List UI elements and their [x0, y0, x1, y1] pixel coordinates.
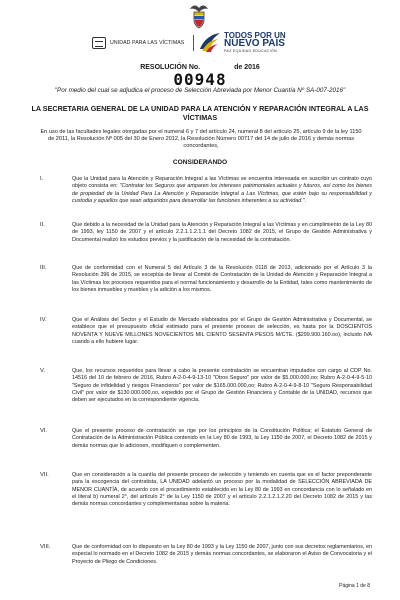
resolution-year: de 2016 [234, 64, 260, 71]
paragraph-number: IV. [40, 317, 47, 323]
paragraph-number: I. [40, 176, 44, 182]
paragraph-number: VI. [40, 428, 48, 434]
paragraph-number: VII. [40, 472, 49, 478]
paragraph-number: II. [40, 222, 45, 228]
todos-por-un-nuevo-pais-logo [198, 30, 318, 54]
page-number: Página 1 de 8 [339, 583, 370, 589]
paragraph-text-italic: "Contratar los Seguros que amparen los intereses patrimoniales actuales y futuros, así como los bienes de propiedad de la Unidad Para La Atención y Reparación Integral a Las Víctimas, que estén bajo su responsabilidad y custodia y aquellos que sean adquiridos para desarrollar las funciones inherentes a su actividad." [72, 183, 372, 204]
paragraph-text: Que el presente proceso de contratación se rige por los principios de la Constitución Política; el Estatuto General de Contratación de la Administración Pública contenido en la Ley 80 de 1993, la Ley 1150 de 2007, el Decreto 1082 de 2015 y demás normas que lo adicionen, modifiquen o complementen. [72, 428, 372, 449]
logo-divider [193, 35, 194, 51]
paragraph-text-post: . [304, 197, 307, 204]
unidad-logo-text: UNIDAD PARA LAS VÍCTIMAS [110, 40, 185, 46]
resolution-subtitle: "Por medio del cual se adjudica el proceso de Selección Abreviada por Menor Cuantía Nº SA-007-2016" [54, 87, 346, 94]
paragraph-number: V. [40, 368, 45, 374]
paragraph-text-pre: Que la Unidad para la Atención y Reparación Integral a las Víctimas se encuentra interesada en suscribir un contrato cuyo objeto consista en: [72, 176, 372, 190]
considerando-heading: CONSIDERANDO [172, 159, 228, 166]
unidad-victimas-logo [92, 35, 192, 51]
colombia-swoosh-icon [198, 31, 222, 53]
logo-line-2: NUEVO PAÍS [224, 38, 285, 49]
paragraph-text: Que, los recursos requeridos para llevar a cabo la presente contratación se encuentran imputados con cargo al CDP No. 14516 del 10 de febrero de 2016, Rubro A-2-0-4-9-13-10 "Otros Seguro" por valor de $5.000.000,oo; Rubro A-2-0-4-9-5-10 "Seguro de infidelidad y riesgos Financieros" por valor de $165.000.000,oo; Rubro A-2-0-4-9-8-10 "Seguro Responsabilidad Civil" por valor de $130.000.000,oo, expedido por el Grupo de Gestión Financiera y Contable de la UNIDAD, recursos que deben ser ejecutados en la correspondiente vigencia. [72, 368, 372, 403]
paragraph-number: III. [40, 265, 47, 271]
paragraph-text: Que de conformidad con lo dispuesto en la Ley 80 de 1993 y la Ley 1150 de 2007, junto con sus decretos reglamentarios, en especial lo normado en el Decreto 1082 de 2015 y demás normas concordantes, se elaboraron el Aviso de Convocatoria y el Proyecto de Pliego de Condiciones. [72, 544, 372, 565]
paragraph-text: Que el Análisis del Sector y el Estudio de Mercado elaborados por el Grupo de Gestión Administrativa y Documental, se establece que el presupuesto oficial estimado para el presente proceso de selección, es hasta por la DOSCIENTOS NOVENTA Y NUEVE MILLONES NOVECIENTOS MIL CIENTO SESENTA PESOS M/CTE. ($299.900.160.oo), incluido IVA cuando a ello hubiere lugar. [72, 317, 372, 345]
unidad-logo-icon [92, 37, 106, 49]
paragraph-number: VIII. [40, 544, 51, 550]
paragraph-text: Que de conformidad con el Numeral 5 del Artículo 3 de la Resolución 0118 de 2013, adicionado por el Artículo 3 la Resolución 396 de 2015, se exceptúa de llevar al Comité de Contratación de la Unidad de Atención y Reparación Integral a las Víctimas los procesos requeridos para el normal funcionamiento y desarrollo de la Entidad, tales como mantenimiento de los bienes inmuebles y muebles y la adición a los mismos. [72, 265, 372, 293]
logo-line-1: TODOS POR UN [224, 31, 286, 40]
paragraph-text [72, 176, 372, 205]
resolution-label: RESOLUCIÓN No. [140, 64, 201, 71]
paragraph-text: Que en consideración a la cuantía del presente proceso de selección y teniendo en cuenta que es el factor preponderante para la escogencia del contratista, LA UNIDAD adelantó un proceso por la modalidad de SELECCIÓN ABREVIADA DE MENOR CUANTÍA, de acuerdo con el procedimiento establecido en la Ley 80 de 1993 en concordancia con lo señalado en el literal b) numeral 2°, del artículo 2° de la Ley 1150 de 2007 y el artículo 2.2.1.2.1.2.20 del Decreto 1082 de 2015 y las demás normas concordantes y complementarias sobre la materia. [72, 472, 372, 507]
paragraph-text: Que debido a la necesidad de la Unidad para la Atención y Reparación Integral a las Víctimas y en cumplimiento de la Ley 80 de 1993, ley 1150 de 2007 y el artículo 2.2.1.1.2.1.1 del Decreto 1082 de 2015, el Grupo de Gestión Administrativa y Documental realizó los estudios previos y la justificación de la necesidad de la contratación. [72, 222, 372, 243]
issuer-heading: LA SECRETARIA GENERAL DE LA UNIDAD PARA LA ATENCIÓN Y REPARACIÓN INTEGRAL A LAS VÍCTIMAS [31, 104, 369, 122]
logo-line-3: PAZ EQUIDAD EDUCACIÓN [224, 49, 277, 53]
resolution-number: 00948 [173, 70, 227, 89]
coat-of-arms-icon [187, 3, 211, 29]
intro-paragraph: En uso de las facultades legales otorgadas por el numeral 6 y 7 del artículo 24, numeral 8 del artículo 25, artículo 9 de la ley 1150 de 2011, la Resolución Nº 005 del 30 de Enero 2012, la Resolución Número 00717 del 14 de julio de 2016 y demás normas concordantes, [40, 129, 362, 150]
